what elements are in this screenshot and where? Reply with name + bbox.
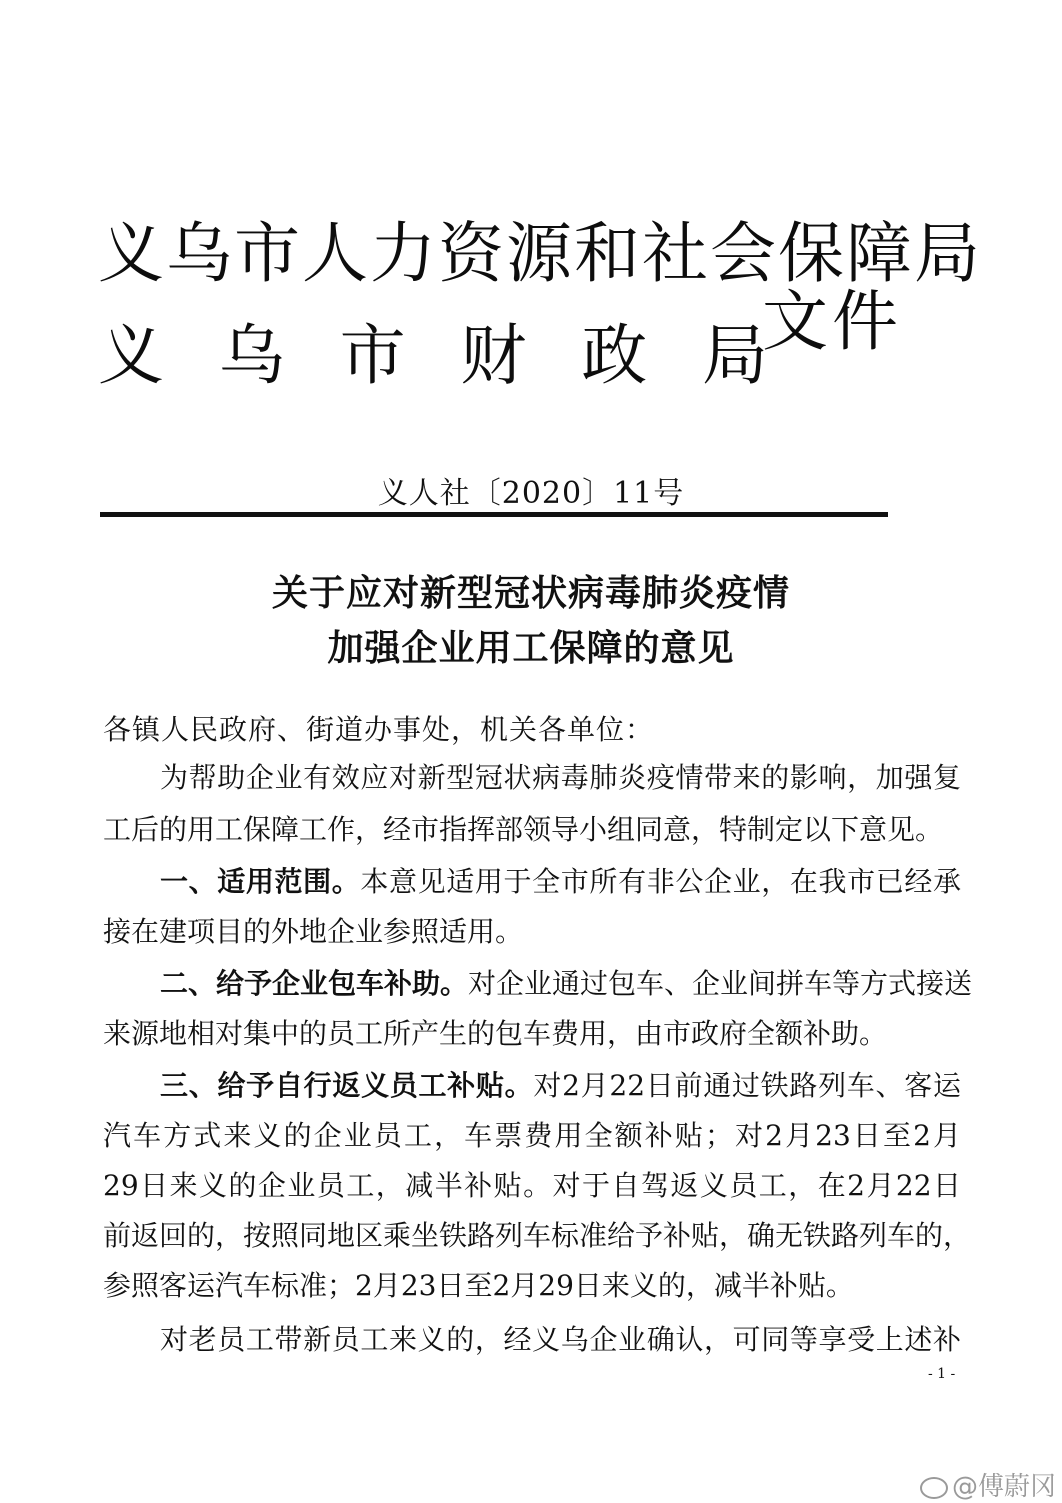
issuer-line2-char: 义 — [98, 317, 164, 394]
section-3-line-6: 对老员工带新员工来义的，经义乌企业确认，可同等享受上述补 — [160, 1323, 961, 1356]
section-2-line-2: 来源地相对集中的员工所产生的包车费用，由市政府全额补助。 — [103, 1017, 888, 1050]
section-1-line-2: 接在建项目的外地企业参照适用。 — [103, 915, 524, 948]
section-3-text: 对2月22日前通过铁路列车、客运 — [533, 1069, 961, 1102]
weibo-icon — [920, 1477, 948, 1499]
salutation: 各镇人民政府、街道办事处，机关各单位： — [103, 713, 655, 746]
document-type-label: 文件 — [762, 283, 902, 360]
intro-line-2: 工后的用工保障工作，经市指挥部领导小组同意，特制定以下意见。 — [103, 813, 944, 846]
issuer-line2-char: 财 — [460, 317, 527, 394]
document-title-line1: 关于应对新型冠状病毒肺炎疫情 — [271, 572, 790, 614]
watermark — [920, 1466, 1056, 1503]
issuer-name-line2 — [98, 302, 768, 397]
section-1-heading: 一、适用范围。 — [160, 865, 361, 898]
section-2-text: 对企业通过包车、企业间拼车等方式接送 — [468, 967, 973, 1000]
watermark-text: @傅蔚冈 — [952, 1472, 1057, 1502]
issuer-line2-char: 乌 — [218, 317, 285, 394]
page-number: - 1 - — [928, 1366, 956, 1382]
section-3-line-5: 参照客运汽车标准；2月23日至2月29日来义的，减半补贴。 — [103, 1269, 854, 1302]
issuer-line2-char: 局 — [701, 317, 768, 394]
intro-line-1: 为帮助企业有效应对新型冠状病毒肺炎疫情带来的影响，加强复 — [160, 761, 961, 794]
issuer-line2-char: 市 — [339, 317, 406, 394]
header-divider — [100, 512, 888, 517]
issuer-name-line1: 义乌市人力资源和社会保障局 — [98, 215, 982, 292]
section-2-heading: 二、给予企业包车补助。 — [160, 967, 469, 1000]
document-title-line2: 加强企业用工保障的意见 — [327, 627, 735, 669]
section-3-line-1 — [160, 1068, 961, 1104]
document-number: 义人社〔2020〕11号 — [377, 476, 685, 511]
section-3-line-3: 29日来义的企业员工，减半补贴。对于自驾返义员工，在2月22日 — [103, 1169, 961, 1202]
section-3-line-2: 汽车方式来义的企业员工，车票费用全额补贴；对2月23日至2月 — [103, 1119, 961, 1152]
section-3-line-4: 前返回的，按照同地区乘坐铁路列车标准给予补贴，确无铁路列车的， — [103, 1219, 972, 1252]
section-3-heading: 三、给予自行返义员工补贴。 — [160, 1069, 534, 1102]
section-2-line-1 — [160, 966, 973, 1002]
section-1-line-1 — [160, 864, 961, 900]
issuer-line2-char: 政 — [581, 317, 648, 394]
section-1-text: 本意见适用于全市所有非公企业，在我市已经承 — [360, 865, 961, 898]
